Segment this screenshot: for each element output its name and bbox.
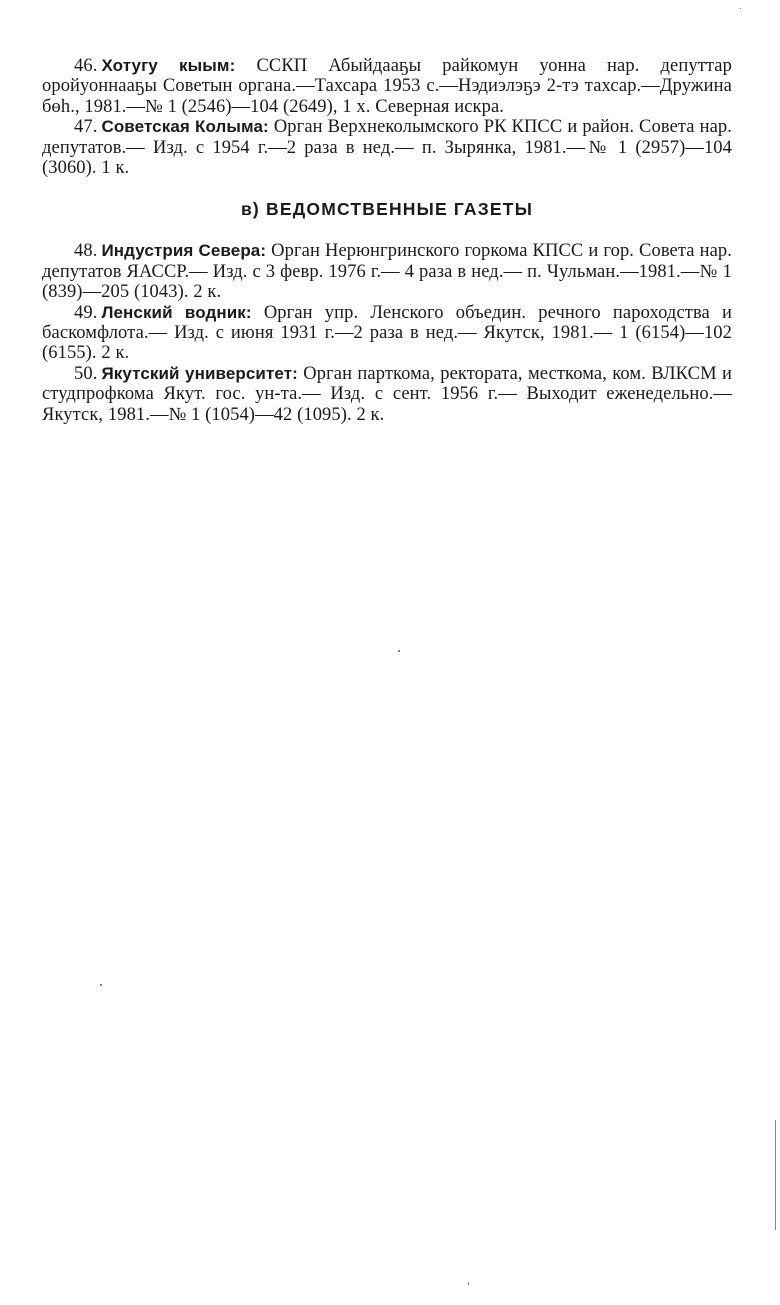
entry-description: Орган упр. Ленского объедин. речного пароходства и баскомфлота.— Изд. с июня 1931 г.—2 раза в нед.— Якутск, 1981.— 1 (6154)—102 (6155). 2 к. bbox=[42, 302, 732, 364]
bibliography-entry-50 bbox=[42, 364, 732, 425]
entry-number: 47. bbox=[74, 117, 98, 138]
entry-description: ССКП Абыйдааҕы райкомун уонна нар. депуттар оройуоннааҕы Советын органа.—Тахсара 1953 с.—Нэдиэлэҕэ 2-тэ тахсар.—Дружина бөһ., 1981.—№ 1 (2546)—104 (2649), 1 х. Северная искра. bbox=[42, 56, 732, 117]
section-heading: в) ВЕДОМСТВЕННЫЕ ГАЗЕТЫ bbox=[240, 199, 534, 220]
entry-list-departmental bbox=[42, 241, 732, 425]
entry-title: Хотугу кыым: bbox=[101, 56, 236, 75]
bibliography-entry-48 bbox=[42, 241, 732, 302]
bibliography-entry-47 bbox=[42, 117, 732, 178]
bibliography-entry-46 bbox=[42, 56, 732, 117]
entry-title: Якутский университет: bbox=[101, 363, 298, 383]
entry-title: Советская Колыма: bbox=[101, 117, 269, 137]
scan-speck bbox=[468, 1282, 469, 1285]
entry-title: Индустрия Севера: bbox=[101, 241, 267, 261]
bibliography-entry-49 bbox=[42, 303, 732, 364]
entry-description: Орган Нерюнгринского горкома КПСС и гор. Совета нар. депутатов ЯАССР.— Изд. с 3 февр. 1976 г.— 4 раза в нед.— п. Чульман.—1981.—№ 1 (839)—205 (1043). 2 к. bbox=[42, 241, 732, 303]
entry-description: Орган парткома, ректората, месткома, ком. ВЛКСМ и студпрофкома Якут. гос. ун-та.— Изд. с сент. 1956 г.— Выходит еженедельно.— Якутск, 1981.—№ 1 (1054)—42 (1095). 2 к. bbox=[42, 363, 732, 425]
entry-title: Ленский водник: bbox=[101, 302, 252, 322]
entry-number: 48. bbox=[74, 241, 98, 262]
entry-number: 49. bbox=[74, 302, 98, 323]
scan-speck bbox=[398, 650, 400, 652]
entry-number: 46. bbox=[74, 56, 98, 76]
scan-edge-line bbox=[775, 1120, 776, 1230]
document-page bbox=[42, 56, 732, 425]
entry-description: Орган Верхнеколымского РК КПСС и район. Совета нар. депутатов.— Изд. с 1954 г.—2 раза в нед.— п. Зырянка, 1981.—№ 1 (2957)—104 (3060). 1 к. bbox=[42, 117, 732, 179]
scan-speck bbox=[740, 8, 741, 9]
entry-list-regional bbox=[42, 56, 732, 178]
entry-number: 50. bbox=[74, 363, 98, 384]
scan-speck bbox=[100, 984, 102, 986]
